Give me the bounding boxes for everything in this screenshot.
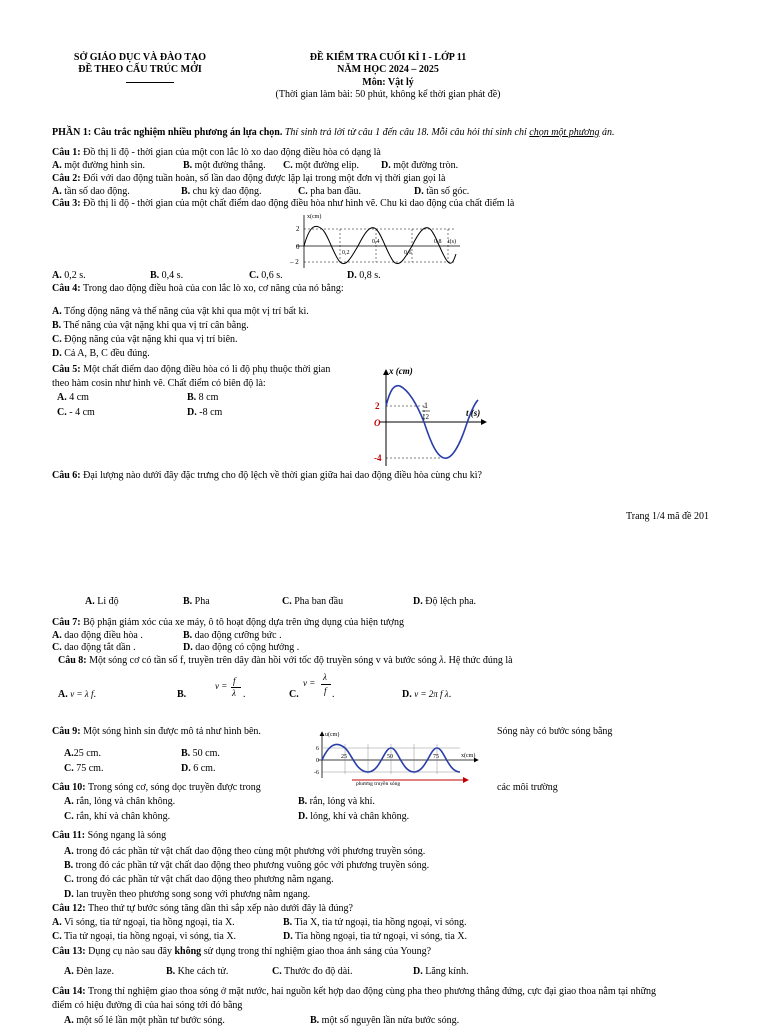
q3-y-pos: 2 bbox=[296, 225, 300, 233]
q2-option-c[interactable]: C. pha ban đầu. bbox=[298, 186, 362, 197]
q8-formula-b-den: λ bbox=[232, 688, 236, 698]
q3-ylabel: x(cm) bbox=[307, 214, 322, 220]
q8-formula-b-num: f bbox=[233, 676, 236, 686]
q3-t4: 0,8 bbox=[434, 239, 442, 245]
q9-x50: 50 bbox=[387, 754, 393, 760]
question-6 bbox=[52, 470, 482, 483]
q5-xlabel: t (s) bbox=[466, 408, 481, 418]
q8-formula-c-v: v = bbox=[303, 678, 316, 688]
q14-option-b[interactable]: B. một số nguyên lần nửa bước sóng. bbox=[310, 1015, 460, 1026]
q9-option-a[interactable]: A.25 cm. bbox=[64, 748, 101, 759]
part1-instr-end: án. bbox=[599, 127, 615, 138]
q2-option-b[interactable]: B. chu kỳ dao động. bbox=[181, 186, 262, 197]
q8-formula-a: v = λ f bbox=[70, 689, 94, 699]
q10-option-c[interactable]: C. rắn, khí và chân không. bbox=[64, 811, 171, 822]
q9-direction-label: phương truyền sóng bbox=[356, 781, 401, 787]
question-2 bbox=[52, 173, 445, 186]
q2-number: Câu 2: bbox=[52, 173, 81, 184]
question-4 bbox=[52, 283, 344, 296]
q8-text: Một sóng cơ có tần số f, truyền trên dây đàn hồi với tốc độ truyền sóng v và bước sóng bbox=[86, 655, 440, 666]
q11-option-a[interactable]: A. trong đó các phần tử vật chất dao động theo cùng một phương với phương truyền sóng. bbox=[64, 846, 426, 857]
question-5 bbox=[52, 364, 330, 377]
q5-frac-num: 1 bbox=[424, 401, 428, 410]
q5-ylabel: x (cm) bbox=[389, 366, 413, 376]
q9-wave-graph bbox=[308, 728, 488, 788]
q1-number: Câu 1: bbox=[52, 147, 81, 158]
q10-option-d[interactable]: D. lỏng, khí và chân không. bbox=[298, 811, 410, 822]
q13-text-bold: không bbox=[174, 946, 202, 957]
q3-xlabel: t(s) bbox=[448, 239, 456, 245]
q11-option-d[interactable]: D. lan truyền theo phương song song với phương nằm ngang. bbox=[64, 889, 311, 900]
q10-option-b[interactable]: B. rắn, lỏng và khí. bbox=[298, 796, 375, 807]
q13-option-d[interactable]: D. Lăng kính. bbox=[413, 966, 469, 977]
q4-option-a[interactable]: A. Tổng động năng và thế năng của vật khi qua một vị trí bất kì. bbox=[52, 306, 309, 317]
q3-t1: 0,2 bbox=[342, 250, 350, 256]
q3-option-c[interactable]: C. 0,6 s. bbox=[249, 270, 283, 281]
q14-text-line2: điểm có hiệu đường đi của hai sóng tới đó bằng bbox=[52, 1000, 243, 1011]
question-13 bbox=[52, 946, 431, 959]
exam-structure: ĐỀ THEO CẤU TRÚC MỚI bbox=[78, 64, 202, 75]
q1-option-d[interactable]: D. một đường tròn. bbox=[381, 160, 459, 171]
question-12 bbox=[52, 903, 353, 916]
q5-option-c[interactable]: C. - 4 cm bbox=[57, 407, 95, 418]
q10-option-a[interactable]: A. rắn, lỏng và chân không. bbox=[64, 796, 176, 807]
question-10 bbox=[52, 782, 261, 795]
part1-heading bbox=[52, 127, 614, 140]
q12-text: Theo thứ tự bước sóng tăng dần thì sắp xếp nào dưới đây là đúng? bbox=[85, 903, 353, 914]
school-year: NĂM HỌC 2024 – 2025 bbox=[337, 64, 439, 75]
q3-t2: 0,4 bbox=[372, 239, 380, 245]
exam-title: ĐỀ KIỂM TRA CUỐI KÌ I - LỚP 11 bbox=[309, 52, 467, 63]
q12-option-b[interactable]: B. Tia X, tia tử ngoại, tia hồng ngoại, vi sóng. bbox=[283, 917, 467, 928]
q5-option-d[interactable]: D. -8 cm bbox=[187, 407, 223, 418]
q1-text: Đồ thị li độ - thời gian của một con lắc lò xo dao động điều hòa có dạng là bbox=[80, 147, 381, 158]
q5-text-line2: theo hàm cosin như hình vẽ. Chất điểm có biên độ là: bbox=[52, 378, 266, 389]
q13-text-c: sử dụng trong thí nghiệm giao thoa ánh sáng của Young? bbox=[201, 946, 432, 957]
q8-text-end: . Hệ thức đúng là bbox=[443, 655, 513, 666]
q13-option-a[interactable]: A. Đèn laze. bbox=[64, 966, 114, 977]
part1-instr-underline: chọn một phương bbox=[529, 127, 600, 138]
q1-option-a[interactable]: A. một đường hình sin. bbox=[52, 160, 145, 171]
q6-option-a[interactable]: A. Li độ bbox=[85, 596, 119, 607]
q12-option-d[interactable]: D. Tia hồng ngoại, tia tử ngoại, vi sóng, tia X. bbox=[283, 931, 468, 942]
page-footer: Trang 1/4 mã đề 201 bbox=[626, 511, 709, 522]
q7-number: Câu 7: bbox=[52, 617, 81, 628]
q1-option-c[interactable]: C. một đường elip. bbox=[283, 160, 359, 171]
q8-lambda: λ bbox=[439, 655, 444, 666]
header-divider bbox=[126, 82, 174, 83]
q9-y0: 0 bbox=[316, 758, 319, 764]
q14-number: Câu 14: bbox=[52, 986, 86, 997]
time-note: (Thời gian làm bài: 50 phút, không kể thời gian phát đề) bbox=[275, 89, 501, 100]
q1-option-b[interactable]: B. một đường thẳng. bbox=[183, 160, 266, 171]
q9-yneg6: -6 bbox=[314, 770, 319, 776]
q8-option-d[interactable]: D. v = 2π f λ. bbox=[402, 689, 452, 700]
q4-number: Câu 4: bbox=[52, 283, 81, 294]
q3-option-d[interactable]: D. 0,8 s. bbox=[347, 270, 381, 281]
q4-option-d[interactable]: D. Cả A, B, C đều đúng. bbox=[52, 348, 150, 359]
q5-option-a[interactable]: A. 4 cm bbox=[57, 392, 89, 403]
q14-text1: Trong thí nghiệm giao thoa sóng ở mặt nước, hai nguồn kết hợp dao động cùng pha theo phương thẳng đứng, cực đại giao thoa nằm tại những bbox=[85, 986, 657, 997]
q6-option-b[interactable]: B. Pha bbox=[183, 596, 210, 607]
q6-option-d[interactable]: D. Độ lệch pha. bbox=[413, 596, 477, 607]
q3-text: Đồ thị li độ - thời gian của một chất điểm dao động điều hòa như hình vẽ. Chu kì dao động của chất điểm là bbox=[80, 198, 515, 209]
q5-origin: O bbox=[374, 418, 381, 428]
q8-formula-c-den: f bbox=[324, 686, 327, 696]
part1-instr: Thí sinh trả lời từ câu 1 đến câu 18. Mỗi câu hỏi thí sinh chỉ bbox=[282, 127, 530, 138]
q3-y-neg: – 2 bbox=[290, 258, 299, 266]
q9-option-c[interactable]: C. 75 cm. bbox=[64, 763, 104, 774]
question-1 bbox=[52, 147, 381, 160]
q4-text: Trong dao động điều hoà của con lắc lò xo, cơ năng của nó bằng: bbox=[80, 283, 344, 294]
question-14 bbox=[52, 986, 656, 999]
q4-option-b[interactable]: B. Thế năng của vật nặng khi qua vị trí cân bằng. bbox=[52, 320, 249, 331]
q8-formula-d: v = 2π f λ bbox=[414, 689, 449, 699]
question-9 bbox=[52, 726, 261, 739]
q3-option-b[interactable]: B. 0,4 s. bbox=[150, 270, 184, 281]
question-8 bbox=[58, 655, 513, 668]
question-11 bbox=[52, 830, 166, 843]
q9-ylabel: u(cm) bbox=[325, 732, 340, 738]
q3-y-zero: 0 bbox=[296, 243, 300, 251]
q9-number: Câu 9: bbox=[52, 726, 81, 737]
q9-text: Một sóng hình sin được mô tả như hình bên. bbox=[80, 726, 261, 737]
q10-text-right: các môi trường bbox=[497, 782, 558, 793]
q7-option-b[interactable]: B. dao động cưỡng bức . bbox=[183, 630, 282, 641]
q9-option-d[interactable]: D. 6 cm. bbox=[181, 763, 216, 774]
q12-option-a[interactable]: A. Vi sóng, tia tử ngoại, tia hồng ngoại, tia X. bbox=[52, 917, 235, 928]
q2-text: Đối với dao động tuần hoàn, số lần dao động được lặp lại trong một đơn vị thời gian gọi là bbox=[80, 173, 446, 184]
q5-option-b[interactable]: B. 8 cm bbox=[187, 392, 219, 403]
q6-text: Đại lượng nào dưới đây đặc trưng cho độ lệch về thời gian giữa hai dao động điều hòa cùng chu kì? bbox=[80, 470, 482, 481]
q11-option-b[interactable]: B. trong đó các phần tử vật chất dao động theo phương vuông góc với phương truyền sóng. bbox=[64, 860, 430, 871]
q11-text: Sóng ngang là sóng bbox=[85, 830, 167, 841]
part1-label: PHẦN 1: bbox=[52, 127, 92, 138]
part1-title: Câu trắc nghiệm nhiều phương án lựa chọn. bbox=[91, 127, 283, 138]
q3-option-a[interactable]: A. 0,2 s. bbox=[52, 270, 86, 281]
q12-option-c[interactable]: C. Tia tử ngoại, tia hồng ngoại, vi sóng, tia X. bbox=[52, 931, 237, 942]
q10-number: Câu 10: bbox=[52, 782, 86, 793]
q5-yneg4: -4 bbox=[374, 453, 382, 463]
q3-number: Câu 3: bbox=[52, 198, 81, 209]
q8-formula-c-num: λ bbox=[323, 672, 327, 682]
q11-number: Câu 11: bbox=[52, 830, 86, 841]
q9-option-b[interactable]: B. 50 cm. bbox=[181, 748, 220, 759]
q9-x25: 25 bbox=[341, 754, 347, 760]
q8-option-a[interactable]: A. v = λ f. bbox=[58, 689, 96, 700]
q9-y6: 6 bbox=[316, 746, 319, 752]
q9-xlabel: x(cm) bbox=[461, 753, 476, 759]
q6-option-c[interactable]: C. Pha ban đầu bbox=[282, 596, 344, 607]
q4-option-c[interactable]: C. Động năng của vật nặng khi qua vị trí biên. bbox=[52, 334, 238, 345]
q3-xt-graph bbox=[284, 212, 464, 270]
q14-option-a[interactable]: A. một số lẻ lần một phần tư bước sóng. bbox=[64, 1015, 225, 1026]
q11-option-c[interactable]: C. trong đó các phần tử vật chất dao động theo phương nằm ngang. bbox=[64, 874, 334, 885]
q5-y2: 2 bbox=[375, 401, 380, 411]
q13-option-c[interactable]: C. Thước đo độ dài. bbox=[272, 966, 353, 977]
q13-option-b[interactable]: B. Khe cách tử. bbox=[166, 966, 229, 977]
q2-option-d[interactable]: D. tần số góc. bbox=[414, 186, 470, 197]
q5-xt-graph bbox=[370, 362, 490, 474]
q13-number: Câu 13: bbox=[52, 946, 86, 957]
q7-text: Bộ phận giảm xóc của xe máy, ô tô hoạt động dựa trên ứng dụng của hiện tượng bbox=[80, 617, 404, 628]
q9-x75: 75 bbox=[433, 754, 439, 760]
question-7 bbox=[52, 617, 404, 630]
q7-option-a[interactable]: A. dao động điều hòa . bbox=[52, 630, 143, 641]
q6-number: Câu 6: bbox=[52, 470, 81, 481]
q2-option-a[interactable]: A. tần số dao động. bbox=[52, 186, 130, 197]
q8-number: Câu 8: bbox=[58, 655, 87, 666]
q9-text-right: Sóng này có bước sóng bằng bbox=[497, 726, 613, 737]
q13-text-a: Dụng cụ nào sau đây bbox=[85, 946, 175, 957]
q12-number: Câu 12: bbox=[52, 903, 86, 914]
school-name: SỞ GIÁO DỤC VÀ ĐÀO TẠO bbox=[73, 52, 207, 63]
q5-frac-den: 12 bbox=[422, 413, 429, 421]
q7-option-c[interactable]: C. dao động tắt dần . bbox=[52, 642, 136, 653]
q7-option-d[interactable]: D. dao động có cộng hưởng . bbox=[183, 642, 300, 653]
q3-t3: 0,6 bbox=[404, 250, 412, 256]
q8-formula-b-v: v = bbox=[215, 681, 228, 691]
subject: Môn: Vật lý bbox=[362, 77, 414, 88]
q5-text1: Một chất điểm dao động điều hòa có li độ phụ thuộc thời gian bbox=[80, 364, 331, 375]
q10-text: Trong sóng cơ, sóng dọc truyền được trong bbox=[85, 782, 261, 793]
q5-number: Câu 5: bbox=[52, 364, 81, 375]
question-3 bbox=[52, 198, 514, 211]
